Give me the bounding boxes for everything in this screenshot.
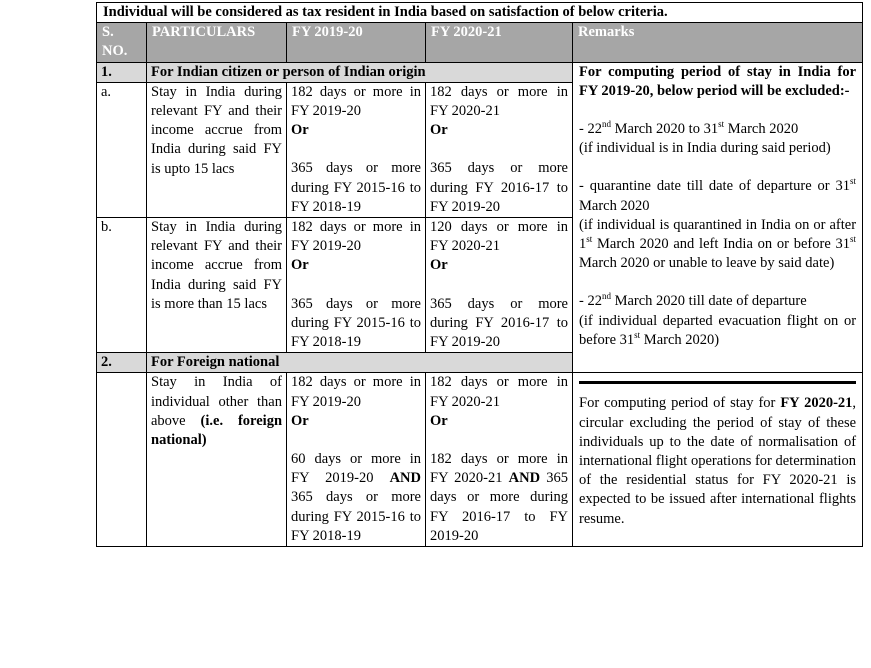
remarks-fy-2020-21-cell <box>573 373 863 547</box>
row-particular: Stay in India during relevant FY and their income accrue from India during said FY is upto 15 lacs <box>147 82 287 217</box>
remarks-item-3: - 22nd March 2020 till date of departure (if individual departed evacuation flight on or before 31st March 2020) <box>579 291 857 348</box>
remarks-divider <box>579 381 856 384</box>
row-fy-2019-20: 182 days or more in FY 2019-20 Or 60 days or more in FY 2019-20 AND 365 days or more during FY 2015-16 to FY 2018-19 <box>287 373 426 547</box>
tax-residency-table <box>96 2 863 547</box>
row-fy-2019-20: 182 days or more in FY 2019-20 Or 365 days or more during FY 2015-16 to FY 2018-19 <box>287 82 426 217</box>
row-sno <box>97 373 147 547</box>
group-label: For Indian citizen or person of Indian origin <box>147 62 573 82</box>
row-particular: Stay in India during relevant FY and their income accrue from India during said FY is more than 15 lacs <box>147 218 287 353</box>
row-particular: Stay in India of individual other than above (i.e. foreign national) <box>147 373 287 547</box>
group-label: For Foreign national <box>147 353 573 373</box>
row-fy-2020-21: 182 days or more in FY 2020-21 Or 182 days or more in FY 2020-21 AND 365 days or more during FY 2016-17 to FY 2019-20 <box>426 373 573 547</box>
remarks-heading: For computing period of stay in India for FY 2019-20, below period will be excluded:- <box>579 63 857 99</box>
row-fy-2020-21: 120 days or more in FY 2020-21 Or 365 days or more during FY 2016-17 to FY 2019-20 <box>426 218 573 353</box>
title-row <box>97 3 863 23</box>
group-number: 2. <box>97 353 147 373</box>
header-sno: S. NO. <box>97 23 147 62</box>
header-remarks: Remarks <box>573 23 863 62</box>
group-number: 1. <box>97 62 147 82</box>
remarks-fy-2020-21-text: For computing period of stay for FY 2020-21, circular excluding the period of stay of these individuals up to the date of normalisation of international flight operations for determination of the residential status for FY 2020-21 is expected to be issued after international flights resume. <box>579 395 857 527</box>
header-row <box>97 23 863 62</box>
remarks-cell <box>573 62 863 373</box>
row-sno: b. <box>97 218 147 353</box>
tax-residency-document <box>96 2 862 547</box>
row-fy-2019-20: 182 days or more in FY 2019-20 Or 365 days or more during FY 2015-16 to FY 2018-19 <box>287 218 426 353</box>
group-row-indian <box>97 62 863 82</box>
row-fy-2020-21: 182 days or more in FY 2020-21 Or 365 days or more during FY 2016-17 to FY 2019-20 <box>426 82 573 217</box>
header-fy-2020-21: FY 2020-21 <box>426 23 573 62</box>
remarks-item-2: - quarantine date till date of departure or 31st March 2020 (if individual is quarantined in India on or after 1st March 2020 and left India on or before 31st March 2020 or unable to leave by said date) <box>579 176 857 272</box>
table-row-foreign <box>97 373 863 547</box>
header-particulars: PARTICULARS <box>147 23 287 62</box>
header-fy-2019-20: FY 2019-20 <box>287 23 426 62</box>
remarks-item-1: - 22nd March 2020 to 31st March 2020 (if individual is in India during said period) <box>579 119 831 157</box>
table-title: Individual will be considered as tax resident in India based on satisfaction of below criteria. <box>97 3 863 23</box>
row-sno: a. <box>97 82 147 217</box>
